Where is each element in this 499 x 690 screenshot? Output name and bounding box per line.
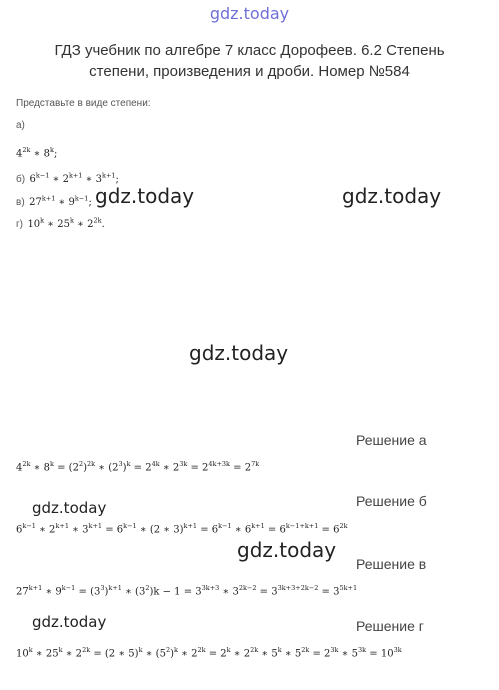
page-title-line-1: ГДЗ учебник по алгебре 7 класс Дорофеев. 6.2 Степень — [54, 42, 445, 59]
task-item-expression-b: $6^{k-1}$ ∗ $2^{k+1}$ ∗ $3^{k+1}$; — [29, 171, 119, 185]
solution-formula-c: $27^{k+1}$ ∗ $9^{k-1} = (3^3)^{k+1}$ ∗ $(3^2)k - 1 = 3^{3k+3}$ ∗ $3^{2k-2} = 3^{3k+3+2k-2} = 3^{5k+1}$ — [16, 584, 358, 598]
solution-heading-c: Решение в — [356, 556, 427, 572]
watermark: gdz.today — [32, 499, 107, 517]
watermark: gdz.today — [189, 341, 289, 365]
solution-formula-d: 10$^k$ ∗ 25$^k$ ∗ $2^{2k} = (2$ ∗ 5)$^k$ ∗ $(5^2)^k$ ∗ $2^{2k} = 2^k$ ∗ $2^{2k}$ ∗ 5$^k$ ∗ $5^{2k} = 2^{3k}$ ∗ $5^{3k} = 10^{3k}$ — [16, 646, 402, 660]
solution-formula-b: $6^{k-1}$ ∗ $2^{k+1}$ ∗ $3^{k+1} = 6^{k-1}$ ∗ (2 ∗ $3)^{k+1} = 6^{k-1}$ ∗ $6^{k+1} = 6^{k-1+k+1} = 6^{2k}$ — [16, 522, 348, 536]
task-item-c — [16, 192, 92, 210]
watermark: gdz.today — [32, 613, 107, 631]
solution-heading-d: Решение г — [356, 618, 424, 634]
watermark: gdz.today — [95, 184, 195, 208]
watermark: gdz.today — [342, 184, 442, 208]
task-item-expression-d: 10$^k$ ∗ 25$^k$ ∗ $2^{2k}$. — [27, 216, 105, 230]
task-item-label-a: а) — [16, 120, 25, 131]
solution-heading-a: Решение а — [356, 432, 427, 448]
task-item-d — [16, 214, 105, 232]
solution-formula-a: $4^{2k}$ ∗ $8^k = (2^2)^{2k}$ ∗ $(2^3)^k = 2^{4k}$ ∗ $2^{3k} = 2^{4k+3k} = 2^{7k}$ — [16, 460, 260, 474]
task-item-label-c: в) — [16, 197, 25, 208]
site-logo[interactable]: gdz.today — [209, 4, 290, 23]
task-item-expression-a: $4^{2k}$ ∗ 8$^k$; — [16, 146, 58, 160]
page-title-line-2: степени, произведения и дроби. Номер №584 — [89, 63, 410, 80]
page-title — [0, 40, 499, 82]
task-item-label-b: б) — [16, 174, 26, 185]
task-instruction: Представьте в виде степени: — [16, 98, 151, 109]
watermark: gdz.today — [237, 538, 337, 562]
task-item-label-d: г) — [16, 219, 23, 230]
task-item-expression-c: $27^{k+1}$ ∗ $9^{k-1}$; — [29, 194, 92, 208]
solution-heading-b: Решение б — [356, 493, 427, 509]
